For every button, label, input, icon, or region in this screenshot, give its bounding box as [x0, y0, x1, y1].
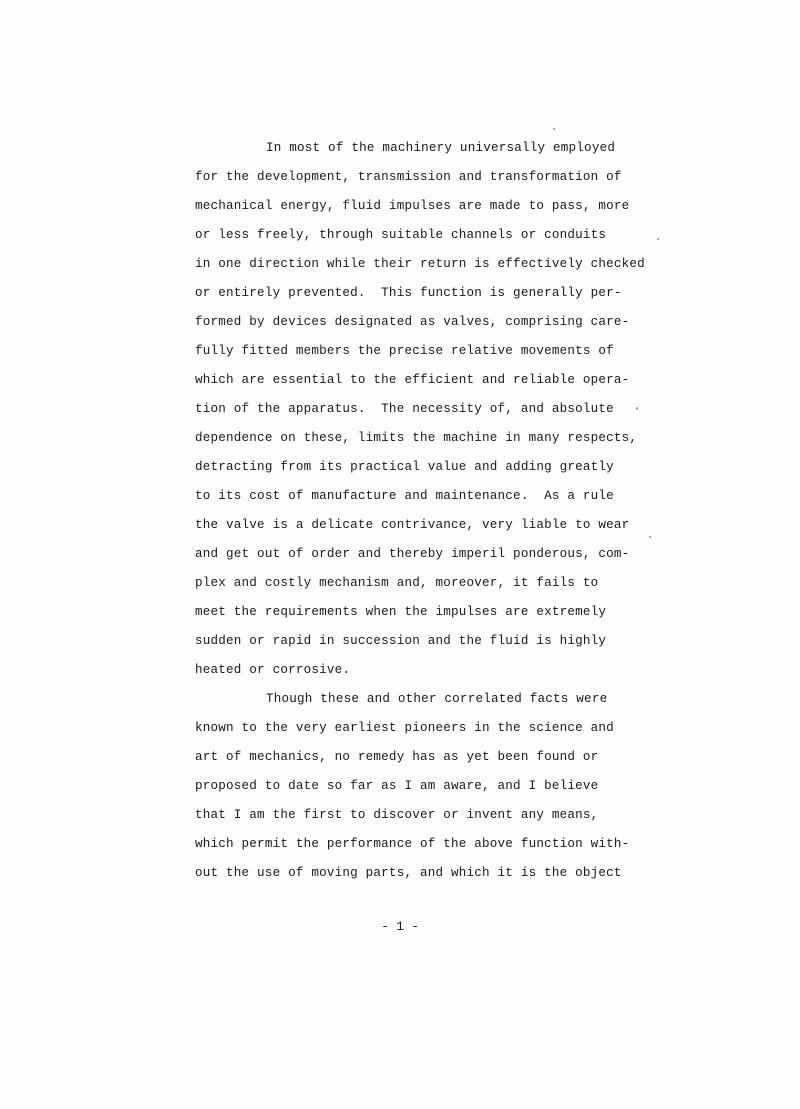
text-line: to its cost of manufacture and maintenance. As a rule	[195, 489, 614, 503]
text-line: dependence on these, limits the machine in many respects,	[195, 431, 638, 445]
text-line: and get out of order and thereby imperil ponderous, com-	[195, 547, 630, 561]
text-line: plex and costly mechanism and, moreover, it fails to	[195, 576, 599, 590]
text-line: tion of the apparatus. The necessity of, and absolute	[195, 402, 614, 416]
page-number: - 1 -	[381, 920, 419, 934]
paragraph-2	[195, 688, 665, 891]
text-line: mechanical energy, fluid impulses are made to pass, more	[195, 199, 630, 213]
text-line: sudden or rapid in succession and the fluid is highly	[195, 634, 607, 648]
paragraph-1	[195, 137, 665, 688]
text-line: formed by devices designated as valves, comprising care-	[195, 315, 630, 329]
text-line: in one direction while their return is effectively checked	[195, 257, 645, 271]
text-line: fully fitted members the precise relative movements of	[195, 344, 614, 358]
scan-speck	[553, 128, 555, 130]
text-line: Though these and other correlated facts were	[266, 692, 608, 706]
text-line: detracting from its practical value and adding greatly	[195, 460, 614, 474]
typed-text-body	[195, 137, 665, 891]
text-line: meet the requirements when the impulses are extremely	[195, 605, 607, 619]
text-line: the valve is a delicate contrivance, very liable to wear	[195, 518, 630, 532]
text-line: out the use of moving parts, and which it is the object	[195, 866, 622, 880]
text-line: proposed to date so far as I am aware, and I believe	[195, 779, 599, 793]
text-line: which are essential to the efficient and reliable opera-	[195, 373, 630, 387]
text-line: art of mechanics, no remedy has as yet been found or	[195, 750, 599, 764]
text-line: for the development, transmission and transformation of	[195, 170, 622, 184]
text-line: known to the very earliest pioneers in the science and	[195, 721, 614, 735]
text-line: In most of the machinery universally employed	[266, 141, 616, 155]
text-line: heated or corrosive.	[195, 663, 351, 677]
text-line: which permit the performance of the above function with-	[195, 837, 630, 851]
text-line: or less freely, through suitable channels or conduits	[195, 228, 607, 242]
text-line: or entirely prevented. This function is generally per-	[195, 286, 622, 300]
text-line: that I am the first to discover or invent any means,	[195, 808, 599, 822]
